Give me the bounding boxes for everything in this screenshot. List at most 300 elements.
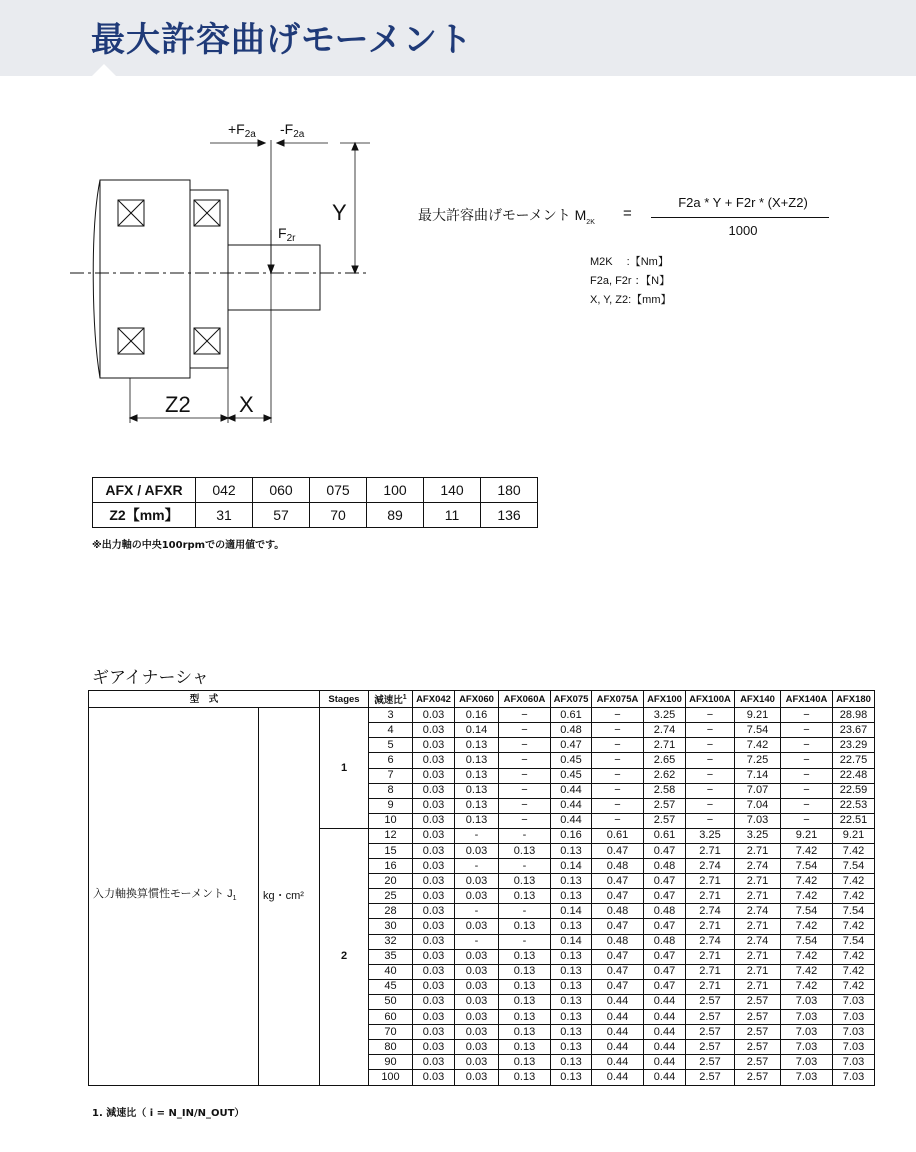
inertia-value-cell: 2.57 <box>735 1070 781 1085</box>
inertia-value-cell: 0.47 <box>644 949 686 964</box>
inertia-value-cell: − <box>592 798 644 813</box>
header-model: AFX075A <box>592 691 644 708</box>
inertia-value-cell: 3.25 <box>735 828 781 843</box>
inertia-value-cell: − <box>499 783 551 798</box>
inertia-value-cell: 0.44 <box>644 1010 686 1025</box>
inertia-value-cell: 7.54 <box>833 859 875 874</box>
inertia-value-cell: 0.48 <box>551 723 592 738</box>
inertia-value-cell: − <box>781 723 833 738</box>
inertia-value-cell: 2.71 <box>735 979 781 994</box>
inertia-value-cell: 0.47 <box>592 874 644 889</box>
inertia-value-cell: 0.13 <box>499 979 551 994</box>
ratio-cell: 40 <box>369 964 413 979</box>
inertia-value-cell: 2.74 <box>735 859 781 874</box>
inertia-value-cell: 9.21 <box>781 828 833 843</box>
inertia-value-cell: − <box>686 708 735 723</box>
inertia-value-cell: − <box>499 708 551 723</box>
inertia-value-cell: 0.03 <box>413 1070 455 1085</box>
z2-model: 100 <box>367 478 424 503</box>
inertia-value-cell: 2.71 <box>735 844 781 859</box>
inertia-value-cell: 22.53 <box>833 798 875 813</box>
inertia-value-cell: 7.04 <box>735 798 781 813</box>
inertia-value-cell: 0.03 <box>455 1040 499 1055</box>
ratio-cell: 45 <box>369 979 413 994</box>
z2-model: 140 <box>424 478 481 503</box>
z2-value: 11 <box>424 503 481 528</box>
inertia-value-cell: 0.03 <box>455 1070 499 1085</box>
inertia-value-cell: 0.16 <box>455 708 499 723</box>
inertia-value-cell: 0.13 <box>551 979 592 994</box>
ratio-cell: 70 <box>369 1025 413 1040</box>
inertia-value-cell: − <box>592 723 644 738</box>
inertia-value-cell: 0.13 <box>499 874 551 889</box>
inertia-value-cell: 0.03 <box>413 768 455 783</box>
formula-numerator: F2a * Y + F2r * (X+Z2) <box>678 195 808 210</box>
inertia-value-cell: 0.44 <box>592 1070 644 1085</box>
ratio-cell: 60 <box>369 1010 413 1025</box>
inertia-value-cell: 2.71 <box>686 874 735 889</box>
unit-line: X, Y, Z2:【mm】 <box>590 294 672 306</box>
z2-table <box>92 477 538 528</box>
ratio-cell: 5 <box>369 738 413 753</box>
z2-note: ※出力軸の中央100rpmでの適用値です。 <box>92 540 285 551</box>
inertia-value-cell: − <box>686 768 735 783</box>
inertia-value-cell: - <box>455 828 499 843</box>
stage-cell: 2 <box>320 828 369 1085</box>
inertia-value-cell: 7.03 <box>833 1010 875 1025</box>
ratio-cell: 9 <box>369 798 413 813</box>
header-model: AFX042 <box>413 691 455 708</box>
inertia-value-cell: − <box>592 813 644 828</box>
inertia-value-cell: 0.03 <box>413 949 455 964</box>
inertia-value-cell: 0.03 <box>455 949 499 964</box>
inertia-value-cell: 2.71 <box>686 844 735 859</box>
ratio-cell: 16 <box>369 859 413 874</box>
inertia-value-cell: 0.03 <box>455 874 499 889</box>
inertia-value-cell: − <box>781 813 833 828</box>
inertia-value-cell: 0.03 <box>413 889 455 904</box>
ratio-cell: 15 <box>369 844 413 859</box>
inertia-value-cell: 0.44 <box>551 783 592 798</box>
inertia-value-cell: 0.44 <box>551 813 592 828</box>
inertia-value-cell: 0.03 <box>455 1010 499 1025</box>
inertia-value-cell: 0.13 <box>499 889 551 904</box>
inertia-value-cell: 0.13 <box>499 1010 551 1025</box>
inertia-value-cell: 7.54 <box>781 859 833 874</box>
unit-line: M2K :【Nm】 <box>590 256 669 268</box>
ratio-cell: 30 <box>369 919 413 934</box>
z2-model: 042 <box>196 478 253 503</box>
inertia-value-cell: 0.03 <box>413 979 455 994</box>
inertia-value-cell: 2.71 <box>735 949 781 964</box>
inertia-value-cell: 2.71 <box>686 889 735 904</box>
inertia-value-cell: 7.54 <box>833 934 875 949</box>
inertia-value-cell: − <box>592 768 644 783</box>
formula-units <box>590 253 672 310</box>
inertia-value-cell: 7.42 <box>833 919 875 934</box>
inertia-value-cell: 22.48 <box>833 768 875 783</box>
inertia-value-cell: 0.03 <box>413 708 455 723</box>
inertia-value-cell: 2.71 <box>735 874 781 889</box>
inertia-value-cell: 0.03 <box>413 1025 455 1040</box>
inertia-value-cell: 0.44 <box>644 1025 686 1040</box>
inertia-value-cell: 0.03 <box>413 844 455 859</box>
inertia-value-cell: 7.42 <box>833 844 875 859</box>
header-model: AFX140 <box>735 691 781 708</box>
inertia-value-cell: - <box>455 859 499 874</box>
inertia-value-cell: 7.42 <box>781 874 833 889</box>
inertia-value-cell: 0.03 <box>455 964 499 979</box>
row-label-inertia: 入力軸換算慣性モーメント $J_1$ <box>89 708 259 1085</box>
inertia-value-cell: 2.62 <box>644 768 686 783</box>
inertia-value-cell: 2.57 <box>686 1055 735 1070</box>
inertia-value-cell: − <box>499 813 551 828</box>
inertia-value-cell: 2.57 <box>686 1070 735 1085</box>
inertia-value-cell: 0.03 <box>413 904 455 919</box>
inertia-value-cell: 0.03 <box>455 844 499 859</box>
inertia-value-cell: 0.47 <box>592 979 644 994</box>
inertia-value-cell: 7.42 <box>735 738 781 753</box>
inertia-value-cell: 0.13 <box>455 783 499 798</box>
z2-value: 136 <box>481 503 538 528</box>
inertia-value-cell: 0.03 <box>413 798 455 813</box>
inertia-value-cell: 0.44 <box>644 1055 686 1070</box>
inertia-value-cell: 7.42 <box>781 964 833 979</box>
inertia-value-cell: 0.13 <box>551 1010 592 1025</box>
inertia-value-cell: - <box>499 859 551 874</box>
label-minus-f2a: $-F_{2a}$ <box>280 121 305 140</box>
gear-inertia-table <box>88 690 875 1086</box>
inertia-value-cell: - <box>499 828 551 843</box>
inertia-value-cell: 0.03 <box>413 964 455 979</box>
ratio-cell: 4 <box>369 723 413 738</box>
inertia-value-cell: − <box>592 783 644 798</box>
inertia-value-cell: 7.42 <box>781 979 833 994</box>
inertia-value-cell: 0.45 <box>551 768 592 783</box>
inertia-value-cell: 0.13 <box>551 1070 592 1085</box>
inertia-value-cell: 7.03 <box>781 1010 833 1025</box>
inertia-value-cell: 2.57 <box>686 994 735 1009</box>
inertia-value-cell: 0.13 <box>551 1025 592 1040</box>
inertia-value-cell: 0.13 <box>455 813 499 828</box>
inertia-value-cell: 7.03 <box>833 1040 875 1055</box>
inertia-value-cell: 0.45 <box>551 753 592 768</box>
inertia-value-cell: 0.61 <box>592 828 644 843</box>
inertia-value-cell: 0.13 <box>499 1040 551 1055</box>
inertia-value-cell: 2.58 <box>644 783 686 798</box>
inertia-value-cell: 2.71 <box>686 949 735 964</box>
inertia-value-cell: 7.25 <box>735 753 781 768</box>
inertia-value-cell: 0.03 <box>413 934 455 949</box>
inertia-value-cell: 7.03 <box>735 813 781 828</box>
inertia-value-cell: − <box>686 783 735 798</box>
ratio-cell: 35 <box>369 949 413 964</box>
label-z2: Z2 <box>165 392 191 417</box>
header-model: AFX140A <box>781 691 833 708</box>
inertia-value-cell: 7.42 <box>781 919 833 934</box>
inertia-value-cell: 0.44 <box>644 1070 686 1085</box>
inertia-value-cell: 0.03 <box>413 723 455 738</box>
inertia-value-cell: 0.13 <box>551 919 592 934</box>
header-type: 型 式 <box>89 691 320 708</box>
inertia-value-cell: 0.13 <box>499 994 551 1009</box>
gearbox-diagram <box>60 110 380 440</box>
inertia-value-cell: 0.03 <box>455 1055 499 1070</box>
inertia-value-cell: 0.44 <box>644 1040 686 1055</box>
inertia-value-cell: 0.03 <box>455 979 499 994</box>
inertia-value-cell: 0.13 <box>551 964 592 979</box>
z2-row-label: Z2【mm】 <box>93 503 196 528</box>
inertia-value-cell: 0.03 <box>413 874 455 889</box>
inertia-value-cell: 7.42 <box>781 844 833 859</box>
inertia-value-cell: 7.14 <box>735 768 781 783</box>
inertia-value-cell: − <box>686 753 735 768</box>
inertia-value-cell: 0.13 <box>551 1055 592 1070</box>
inertia-value-cell: 0.03 <box>413 919 455 934</box>
inertia-value-cell: 9.21 <box>833 828 875 843</box>
inertia-value-cell: - <box>455 904 499 919</box>
inertia-value-cell: 0.13 <box>551 874 592 889</box>
z2-model: 180 <box>481 478 538 503</box>
header-model: AFX100 <box>644 691 686 708</box>
inertia-value-cell: 0.03 <box>413 783 455 798</box>
inertia-value-cell: 7.42 <box>833 874 875 889</box>
ratio-cell: 32 <box>369 934 413 949</box>
inertia-value-cell: 7.54 <box>781 934 833 949</box>
z2-model: 060 <box>253 478 310 503</box>
inertia-value-cell: 2.57 <box>735 1055 781 1070</box>
inertia-title: ギアイナーシャ <box>92 668 209 688</box>
inertia-value-cell: 2.57 <box>735 1010 781 1025</box>
inertia-value-cell: − <box>499 738 551 753</box>
inertia-value-cell: 0.13 <box>499 1070 551 1085</box>
header-model: AFX060 <box>455 691 499 708</box>
inertia-value-cell: 0.03 <box>413 994 455 1009</box>
inertia-value-cell: 0.61 <box>551 708 592 723</box>
inertia-value-cell: 0.13 <box>499 919 551 934</box>
inertia-value-cell: 0.16 <box>551 828 592 843</box>
inertia-value-cell: 23.29 <box>833 738 875 753</box>
header-notch <box>92 64 116 76</box>
header-stages: Stages <box>320 691 369 708</box>
inertia-value-cell: 2.57 <box>686 1040 735 1055</box>
ratio-cell: 8 <box>369 783 413 798</box>
inertia-value-cell: 22.59 <box>833 783 875 798</box>
inertia-value-cell: 0.14 <box>455 723 499 738</box>
inertia-value-cell: 0.03 <box>413 738 455 753</box>
inertia-value-cell: 2.65 <box>644 753 686 768</box>
inertia-value-cell: − <box>781 768 833 783</box>
inertia-value-cell: 7.03 <box>781 994 833 1009</box>
gear-header-row <box>89 691 875 708</box>
inertia-value-cell: 0.44 <box>551 798 592 813</box>
ratio-cell: 12 <box>369 828 413 843</box>
inertia-value-cell: 0.47 <box>592 964 644 979</box>
ratio-cell: 50 <box>369 994 413 1009</box>
inertia-value-cell: 0.13 <box>499 844 551 859</box>
table-row <box>89 708 875 723</box>
inertia-value-cell: 2.71 <box>735 964 781 979</box>
inertia-value-cell: 2.74 <box>644 723 686 738</box>
inertia-value-cell: 7.03 <box>781 1055 833 1070</box>
inertia-value-cell: 7.42 <box>781 949 833 964</box>
label-y: Y <box>332 200 347 225</box>
fraction-bar <box>651 217 829 218</box>
unit-cell: kg・cm² <box>259 708 320 1085</box>
inertia-value-cell: 2.71 <box>644 738 686 753</box>
z2-table-value-row <box>93 503 538 528</box>
inertia-value-cell: 7.07 <box>735 783 781 798</box>
inertia-value-cell: 3.25 <box>686 828 735 843</box>
inertia-value-cell: 0.03 <box>413 859 455 874</box>
inertia-value-cell: − <box>499 768 551 783</box>
inertia-value-cell: 7.03 <box>833 1070 875 1085</box>
inertia-value-cell: 7.03 <box>781 1070 833 1085</box>
inertia-value-cell: − <box>686 798 735 813</box>
z2-value: 31 <box>196 503 253 528</box>
inertia-value-cell: 0.47 <box>644 844 686 859</box>
header-model: AFX100A <box>686 691 735 708</box>
inertia-value-cell: 7.42 <box>833 889 875 904</box>
page-header <box>0 0 916 76</box>
inertia-value-cell: 0.48 <box>592 859 644 874</box>
inertia-value-cell: 0.03 <box>413 753 455 768</box>
ratio-cell: 20 <box>369 874 413 889</box>
header-model: AFX180 <box>833 691 875 708</box>
inertia-value-cell: 2.57 <box>735 994 781 1009</box>
ratio-footnote: 1. 減速比（ i = N_IN/N_OUT） <box>92 1108 245 1119</box>
ratio-cell: 80 <box>369 1040 413 1055</box>
inertia-value-cell: 7.42 <box>781 889 833 904</box>
header-model: AFX060A <box>499 691 551 708</box>
inertia-value-cell: - <box>455 934 499 949</box>
formula-lead: 最大許容曲げモーメント $M_{2K}$ <box>418 207 595 226</box>
inertia-value-cell: 0.47 <box>592 949 644 964</box>
page-title: 最大許容曲げモーメント <box>91 20 473 60</box>
label-f2r: $F_{2r}$ <box>278 225 296 244</box>
inertia-value-cell: 2.74 <box>735 934 781 949</box>
inertia-value-cell: 0.03 <box>455 994 499 1009</box>
inertia-value-cell: 0.61 <box>644 828 686 843</box>
inertia-value-cell: 2.57 <box>686 1025 735 1040</box>
inertia-value-cell: 0.48 <box>592 934 644 949</box>
inertia-value-cell: − <box>686 723 735 738</box>
inertia-value-cell: − <box>592 753 644 768</box>
inertia-value-cell: - <box>499 904 551 919</box>
inertia-value-cell: 2.71 <box>735 919 781 934</box>
inertia-value-cell: − <box>686 813 735 828</box>
inertia-value-cell: - <box>499 934 551 949</box>
inertia-value-cell: 0.13 <box>499 1055 551 1070</box>
inertia-value-cell: − <box>499 798 551 813</box>
inertia-value-cell: 0.03 <box>413 1055 455 1070</box>
inertia-value-cell: − <box>781 738 833 753</box>
inertia-value-cell: 7.42 <box>833 964 875 979</box>
inertia-value-cell: − <box>781 798 833 813</box>
inertia-value-cell: 7.54 <box>735 723 781 738</box>
inertia-value-cell: 0.47 <box>644 979 686 994</box>
inertia-value-cell: 0.47 <box>592 919 644 934</box>
inertia-value-cell: 2.57 <box>644 813 686 828</box>
ratio-cell: 7 <box>369 768 413 783</box>
inertia-value-cell: 0.44 <box>592 1040 644 1055</box>
inertia-value-cell: − <box>499 723 551 738</box>
inertia-value-cell: 0.13 <box>551 949 592 964</box>
inertia-value-cell: 2.57 <box>644 798 686 813</box>
inertia-value-cell: 0.14 <box>551 859 592 874</box>
ratio-cell: 3 <box>369 708 413 723</box>
inertia-value-cell: 2.71 <box>686 964 735 979</box>
ratio-cell: 6 <box>369 753 413 768</box>
inertia-value-cell: − <box>781 708 833 723</box>
inertia-value-cell: − <box>592 708 644 723</box>
inertia-value-cell: 0.44 <box>592 994 644 1009</box>
unit-line: F2a, F2r ：【N】 <box>590 275 671 287</box>
inertia-value-cell: − <box>592 738 644 753</box>
inertia-value-cell: 0.47 <box>551 738 592 753</box>
inertia-value-cell: 2.57 <box>735 1025 781 1040</box>
inertia-value-cell: 0.13 <box>499 1025 551 1040</box>
inertia-value-cell: 2.71 <box>735 889 781 904</box>
z2-value: 70 <box>310 503 367 528</box>
inertia-value-cell: 23.67 <box>833 723 875 738</box>
inertia-value-cell: 7.54 <box>833 904 875 919</box>
inertia-value-cell: 0.48 <box>644 934 686 949</box>
inertia-value-cell: 7.54 <box>781 904 833 919</box>
inertia-value-cell: 0.03 <box>455 889 499 904</box>
inertia-value-cell: 2.74 <box>686 904 735 919</box>
inertia-value-cell: − <box>781 753 833 768</box>
z2-model: 075 <box>310 478 367 503</box>
inertia-value-cell: 0.47 <box>592 889 644 904</box>
inertia-value-cell: 0.13 <box>455 753 499 768</box>
inertia-value-cell: 2.71 <box>686 979 735 994</box>
formula-denominator: 1000 <box>728 223 758 238</box>
header-model: AFX075 <box>551 691 592 708</box>
inertia-value-cell: 0.14 <box>551 904 592 919</box>
inertia-value-cell: 0.47 <box>644 964 686 979</box>
inertia-value-cell: 0.44 <box>592 1025 644 1040</box>
z2-value: 57 <box>253 503 310 528</box>
inertia-value-cell: 0.03 <box>413 1010 455 1025</box>
inertia-value-cell: 22.75 <box>833 753 875 768</box>
inertia-value-cell: 7.42 <box>833 979 875 994</box>
label-x: X <box>239 392 254 417</box>
inertia-value-cell: 0.14 <box>551 934 592 949</box>
inertia-value-cell: 0.03 <box>455 1025 499 1040</box>
inertia-value-cell: 7.03 <box>781 1025 833 1040</box>
inertia-value-cell: 7.03 <box>833 1055 875 1070</box>
inertia-value-cell: 3.25 <box>644 708 686 723</box>
inertia-value-cell: 0.48 <box>592 904 644 919</box>
header-ratio: 減速比$^1$ <box>369 691 413 708</box>
inertia-value-cell: 2.74 <box>686 934 735 949</box>
ratio-cell: 10 <box>369 813 413 828</box>
ratio-cell: 25 <box>369 889 413 904</box>
formula-equals: = <box>623 205 632 222</box>
inertia-value-cell: 2.57 <box>735 1040 781 1055</box>
inertia-value-cell: 2.71 <box>686 919 735 934</box>
inertia-value-cell: 0.47 <box>644 874 686 889</box>
inertia-value-cell: 0.13 <box>551 1040 592 1055</box>
inertia-value-cell: 0.48 <box>644 859 686 874</box>
inertia-value-cell: 0.03 <box>413 1040 455 1055</box>
label-plus-f2a: $+F_{2a}$ <box>228 121 256 140</box>
inertia-value-cell: − <box>781 783 833 798</box>
inertia-value-cell: 7.03 <box>833 994 875 1009</box>
inertia-value-cell: 0.48 <box>644 904 686 919</box>
inertia-value-cell: 0.13 <box>455 798 499 813</box>
